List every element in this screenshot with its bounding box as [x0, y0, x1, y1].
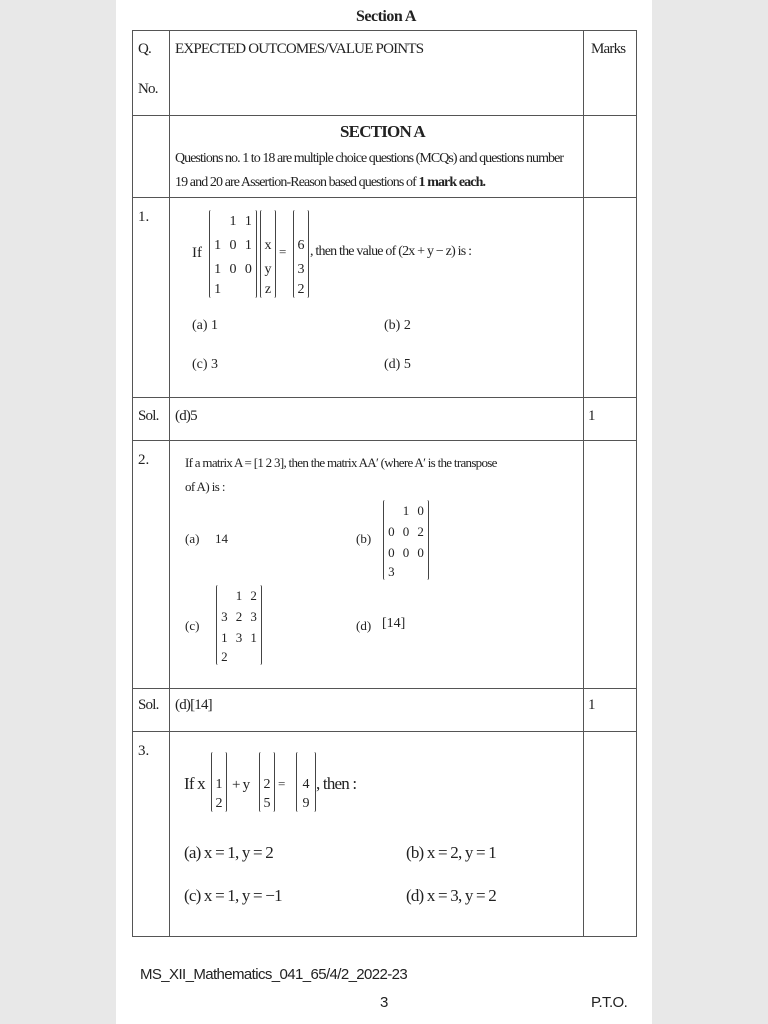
q2-option-d: [14] — [382, 616, 406, 631]
vector-entry: 2 — [215, 796, 223, 811]
table-border-top — [132, 30, 637, 31]
matrix-entry: 0 — [388, 523, 395, 539]
q1-variable-vector — [260, 210, 276, 298]
matrix-entry: 0 — [388, 545, 395, 561]
vector-entry: x — [264, 238, 272, 253]
q2-option-c-label: (c) — [185, 618, 200, 633]
matrix-entry: 1 — [221, 630, 228, 646]
matrix-entry: 0 — [229, 238, 237, 253]
q3-vector-1 — [211, 752, 227, 812]
q3-number: 3. — [138, 743, 150, 759]
table-divider — [132, 688, 637, 689]
q2-sol-label: Sol. — [138, 697, 159, 713]
q3-equals: = — [278, 776, 286, 791]
matrix-entry: 1 — [402, 502, 410, 518]
section-instructions-1: Questions no. 1 to 18 are multiple choice questions (MCQs) and questions number — [175, 151, 564, 166]
q2-option-b-matrix — [383, 500, 429, 580]
q1-option-d: (d) 5 — [384, 357, 411, 372]
q3-option-a: (a) x = 1, y = 2 — [184, 843, 273, 862]
matrix-entry: 0 — [402, 523, 410, 539]
vector-entry: 2 — [297, 282, 305, 297]
q2-option-b-label: (b) — [356, 531, 372, 546]
matrix-entry: 0 — [417, 502, 424, 518]
instructions-bold: 1 mark each. — [418, 175, 486, 190]
q2-mark: 1 — [588, 697, 596, 713]
q1-option-a: (a) 1 — [192, 318, 219, 333]
matrix-entry: 0 — [402, 545, 410, 561]
vector-entry: z — [264, 282, 272, 297]
q1-option-b: (b) 2 — [384, 318, 411, 333]
q2-option-d-label: (d) — [356, 618, 372, 633]
table-divider — [132, 115, 637, 116]
document-page — [116, 0, 652, 1024]
header-q-no-2: No. — [138, 81, 158, 97]
vector-entry: 1 — [215, 777, 223, 792]
section-title: SECTION A — [340, 122, 425, 141]
table-border-right — [636, 30, 637, 937]
q1-then — [310, 244, 471, 261]
footer-page-number: 3 — [380, 994, 388, 1011]
footer-document-code: MS_XII_Mathematics_041_65/4/2_2022-23 — [140, 966, 408, 983]
matrix-entry: 1 — [235, 587, 243, 603]
matrix-entry: 3 — [250, 608, 257, 624]
q1-expression: (2x + y − z) — [398, 244, 455, 259]
q1-mark: 1 — [588, 408, 596, 424]
table-col-divider — [169, 30, 170, 937]
matrix-entry: 0 — [244, 262, 252, 277]
q2-number: 2. — [138, 452, 150, 468]
q1-sol-label: Sol. — [138, 408, 159, 424]
q1-equals: = — [279, 244, 287, 259]
page-title: Section A — [356, 8, 416, 25]
q2-solution: (d)[14] — [175, 697, 212, 713]
q2-option-a: 14 — [215, 531, 228, 546]
instructions-text: 19 and 20 are Assertion-Reason based questions of — [175, 175, 419, 190]
header-outcomes: EXPECTED OUTCOMES/VALUE POINTS — [175, 41, 424, 57]
footer-pto: P.T.O. — [591, 994, 628, 1011]
matrix-entry: 1 — [244, 214, 252, 229]
q1-is: is : — [457, 244, 472, 259]
matrix-entry: 1 — [214, 238, 222, 253]
q3-if-x: If x — [184, 774, 205, 793]
q1-number: 1. — [138, 209, 150, 225]
vector-entry: y — [264, 262, 272, 277]
table-border-left — [132, 30, 133, 937]
q3-plus-y: + y — [232, 777, 250, 793]
q1-then-text: , then the value of — [310, 244, 396, 259]
q3-vector-2 — [259, 752, 275, 812]
matrix-entry: 1 — [214, 262, 222, 277]
vector-entry: 4 — [302, 777, 310, 792]
q3-option-d: (d) x = 3, y = 2 — [406, 886, 496, 905]
q1-if: If — [192, 245, 202, 261]
vector-entry: 9 — [302, 796, 310, 811]
vector-entry: 3 — [297, 262, 305, 277]
q3-option-c: (c) x = 1, y = −1 — [184, 886, 282, 905]
matrix-entry: 2 — [221, 649, 228, 664]
table-border-bottom — [132, 936, 637, 937]
matrix-entry: 0 — [229, 262, 237, 277]
q2-option-c-matrix — [216, 585, 262, 665]
matrix-entry: 2 — [417, 523, 424, 539]
matrix-entry: 3 — [221, 608, 228, 624]
matrix-entry: 2 — [250, 587, 257, 603]
vector-entry: 6 — [297, 238, 305, 253]
matrix-entry: 3 — [235, 630, 243, 646]
header-q-no: Q. — [138, 41, 151, 57]
matrix-entry: 1 — [250, 630, 257, 646]
table-divider — [132, 731, 637, 732]
q3-option-b: (b) x = 2, y = 1 — [406, 843, 496, 862]
matrix-entry: 3 — [388, 564, 395, 579]
q1-coefficient-matrix — [209, 210, 257, 298]
q2-question-line1: If a matrix A = [1 2 3], then the matrix AA′ (where A′ is the transpose — [185, 455, 497, 470]
table-divider — [132, 397, 637, 398]
q1-option-c: (c) 3 — [192, 357, 219, 372]
matrix-entry: 1 — [229, 214, 237, 229]
q1-solution: (d)5 — [175, 408, 197, 424]
q2-option-a-label: (a) — [185, 531, 200, 546]
table-divider — [132, 440, 637, 441]
q3-vector-3 — [296, 752, 316, 812]
q2-question-line2: of A) is : — [185, 479, 225, 494]
q3-then: , then : — [316, 774, 357, 793]
header-marks: Marks — [591, 41, 626, 57]
q1-constant-vector — [293, 210, 309, 298]
matrix-entry: 0 — [417, 545, 424, 561]
table-divider — [132, 197, 637, 198]
matrix-entry: 1 — [214, 282, 222, 297]
vector-entry: 2 — [263, 777, 271, 792]
matrix-entry: 1 — [244, 238, 252, 253]
table-col-divider — [583, 30, 584, 937]
vector-entry: 5 — [263, 796, 271, 811]
section-instructions-2 — [175, 175, 485, 192]
matrix-entry: 2 — [235, 608, 243, 624]
